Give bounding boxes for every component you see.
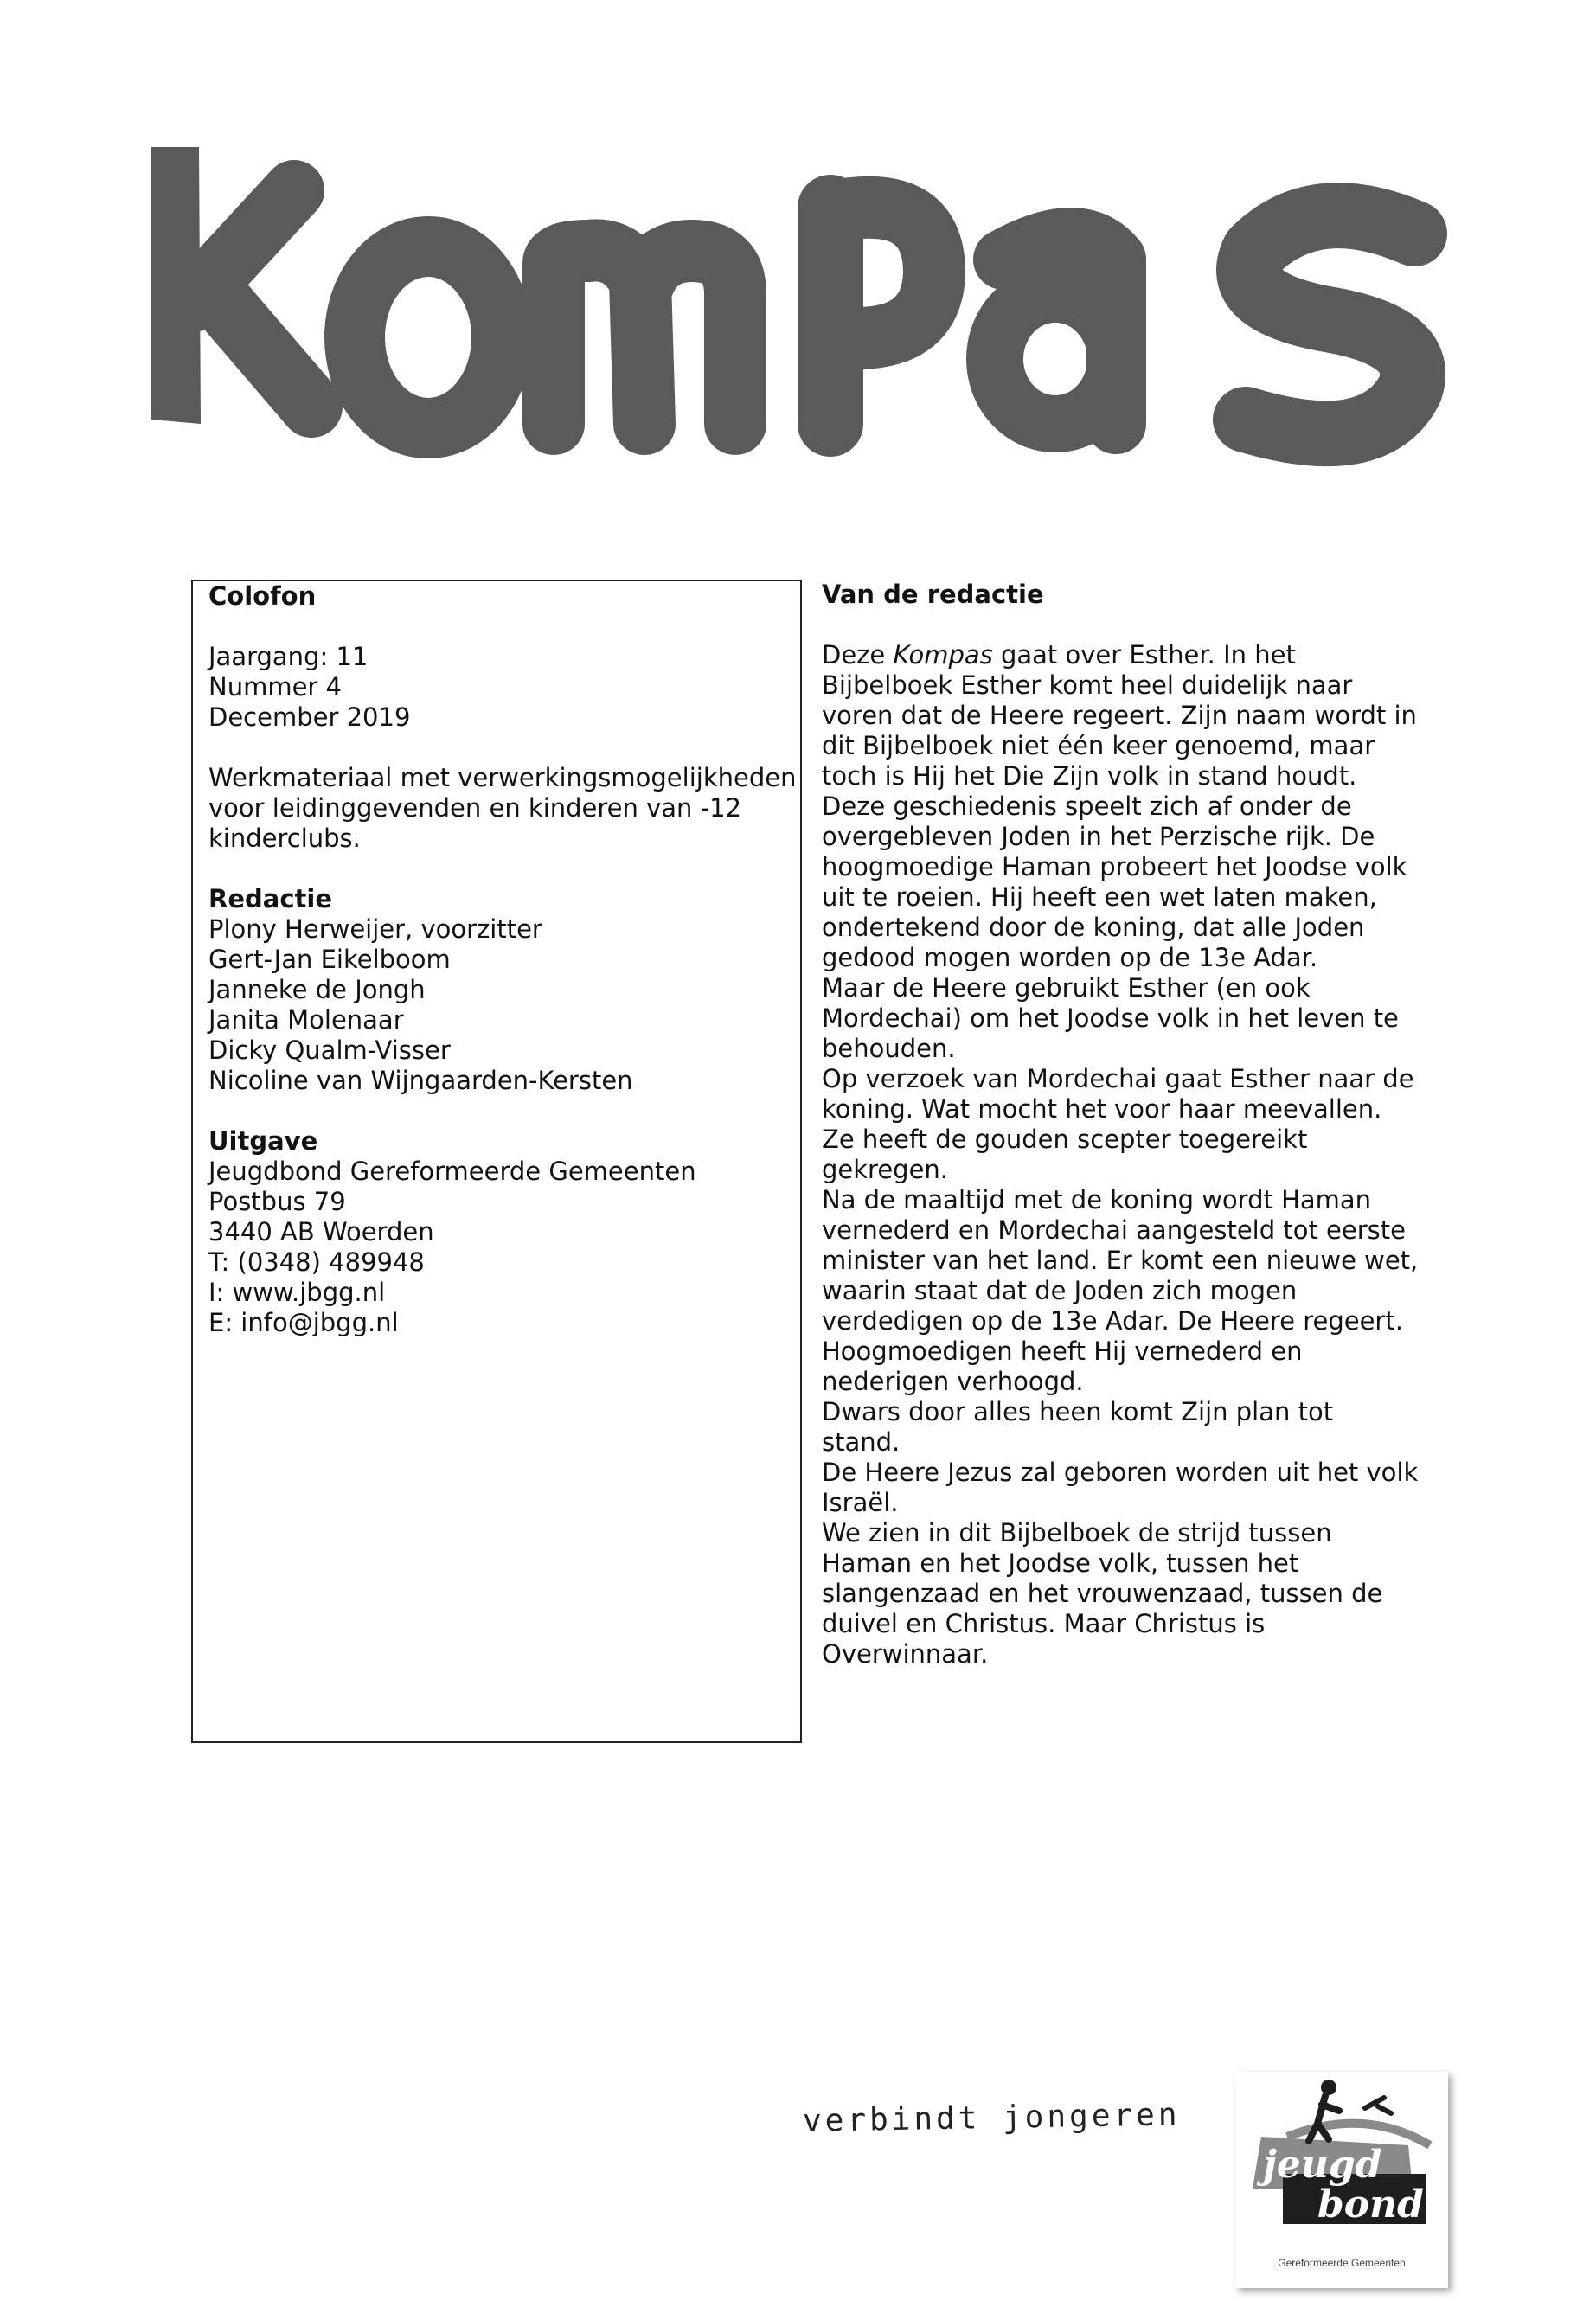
colofon-box: [191, 580, 802, 1743]
logo-word-2: bond: [1317, 2182, 1424, 2227]
colofon-heading: Colofon: [208, 581, 317, 611]
redactie-member: Dicky Qualm-Visser: [208, 1035, 451, 1065]
jeugdbond-emblem: [1235, 2072, 1448, 2262]
uitgave-line: Jeugdbond Gereformeerde Gemeenten: [208, 1157, 696, 1186]
article-paragraph: Dwars door alles heen komt Zijn plan tot stand.: [822, 1397, 1334, 1457]
website-link[interactable]: I: www.jbgg.nl: [208, 1278, 386, 1307]
uitgave-info: [208, 1157, 785, 1338]
article-heading: Van de redactie: [822, 580, 1044, 609]
redactie-member: Gert-Jan Eikelboom: [208, 945, 451, 974]
jeugdbond-logo: [1235, 2072, 1448, 2288]
issue-line: Nummer 4: [208, 672, 343, 702]
article-paragraph: We zien in dit Bijbelboek de strijd tussen Haman en het Joodse volk, tussen het slangenzaad en het vrouwenzaad, tussen de duivel en Christus. Maar Christus is Overwinnaar.: [822, 1518, 1383, 1669]
logo-subtitle: Gereformeerde Gemeenten: [1278, 2257, 1406, 2269]
tagline: verbindt jongeren: [802, 2097, 1181, 2139]
redactie-list: [208, 914, 785, 1096]
uitgave-heading: Uitgave: [208, 1126, 318, 1156]
intro-after: gaat over Esther. In het Bijbelboek Esther komt heel duidelijk naar voren dat de Heere regeert. Zijn naam wordt in dit Bijbelboek niet één keer genoemd, maar toch is Hij het Die Zijn volk in stand houdt. Deze geschiedenis speelt zich af onder de overgebleven Joden in het Perzische rijk. De hoogmoedige Haman probeert het Joodse volk uit te roeien. Hij heeft een wet laten maken, ondertekend door de koning, dat alle Joden gedood mogen worden op de 13e Adar.: [822, 640, 1417, 972]
redactie-member: Janita Molenaar: [208, 1005, 404, 1035]
van-de-redactie-article: [822, 580, 1419, 1670]
article-paragraph: Maar de Heere gebruikt Esther (en ook Mordechai) om het Joodse volk in het leven te behouden.: [822, 973, 1399, 1063]
email-link[interactable]: E: info@jbgg.nl: [208, 1308, 399, 1337]
uitgave-line: Postbus 79: [208, 1187, 346, 1216]
description: [208, 763, 797, 854]
intro-italic: Kompas: [893, 640, 993, 670]
redactie-member: Plony Herweijer, voorzitter: [208, 914, 542, 944]
issue-info: [208, 642, 785, 733]
phone-line: T: (0348) 489948: [208, 1247, 425, 1277]
article-paragraph: Ze heeft de gouden scepter toegereikt gekregen.: [822, 1125, 1308, 1184]
redactie-member: Janneke de Jongh: [208, 975, 426, 1004]
figure-icon: [1321, 2080, 1336, 2095]
logo-word-1: jeugd: [1263, 2143, 1382, 2187]
uitgave-line: 3440 AB Woerden: [208, 1217, 434, 1247]
article-paragraph: Op verzoek van Mordechai gaat Esther naar de koning. Wat mocht het voor haar meevallen.: [822, 1064, 1414, 1124]
article-paragraph: Na de maaltijd met de koning wordt Haman vernederd en Mordechai aangesteld tot eerste minister van het land. Er komt een nieuwe wet, waarin staat dat de Joden zich mogen verdedigen op de 13e Adar. De Heere regeert. Hoogmoedigen heeft Hij vernederd en nederigen verhoogd.: [822, 1185, 1419, 1396]
article-paragraph: [822, 640, 1419, 973]
description-line: Werkmateriaal met verwerkingsmogelijkheden: [208, 763, 797, 792]
intro-before: Deze: [822, 640, 894, 670]
redactie-member: Nicoline van Wijngaarden-Kersten: [208, 1066, 633, 1095]
issue-line: Jaargang: 11: [208, 642, 369, 671]
kompas-logotype: [138, 130, 1488, 476]
description-line: voor leidinggevenden en kinderen van -12: [208, 793, 742, 823]
issue-line: December 2019: [208, 702, 411, 732]
redactie-heading: Redactie: [208, 884, 332, 913]
description-line: kinderclubs.: [208, 824, 361, 853]
kompas-masthead: [138, 130, 1488, 476]
article-paragraph: De Heere Jezus zal geboren worden uit het volk Israël.: [822, 1458, 1419, 1517]
